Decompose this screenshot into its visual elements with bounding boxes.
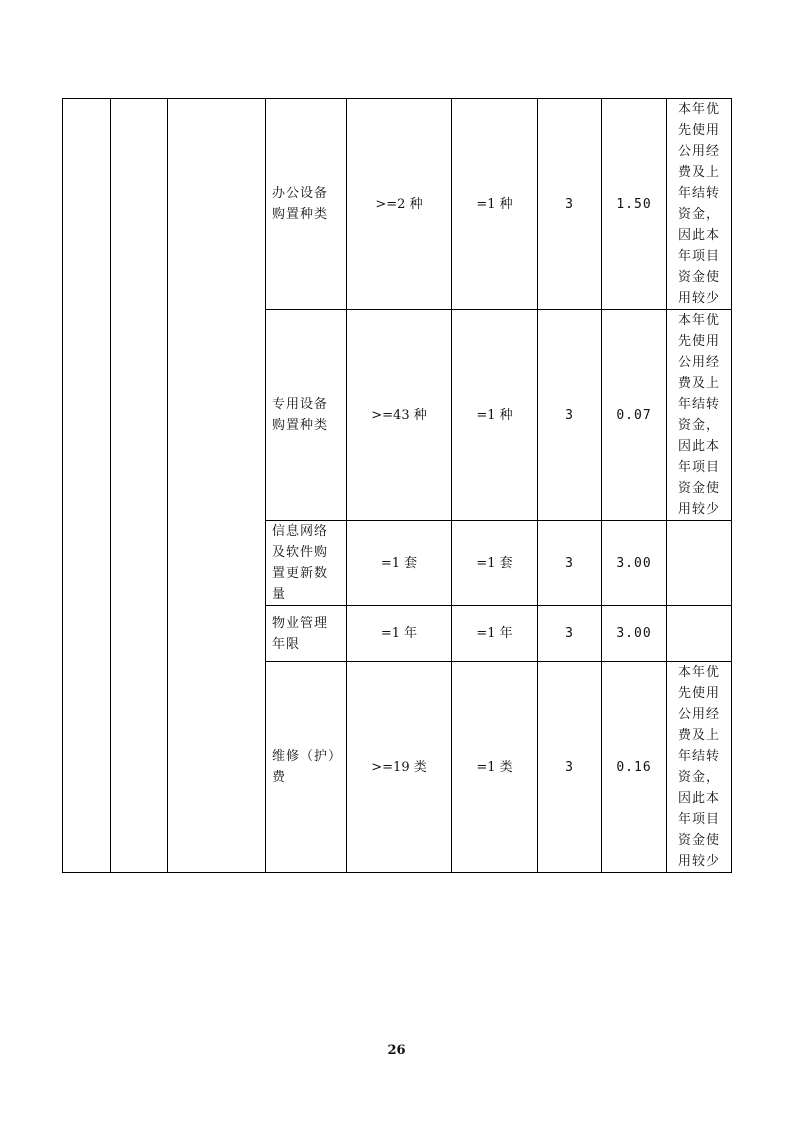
target-value: =1 套 xyxy=(347,521,452,606)
actual-value: =1 套 xyxy=(452,521,538,606)
score-value: 0.16 xyxy=(602,662,667,873)
indicator-name: 物业管理年限 xyxy=(266,606,347,662)
indicator-name: 维修（护）费 xyxy=(266,662,347,873)
score-value: 3.00 xyxy=(602,606,667,662)
merged-category-cell-3 xyxy=(168,99,266,873)
target-value: >=2 种 xyxy=(347,99,452,310)
weight-value: 3 xyxy=(538,662,602,873)
deviation-note xyxy=(667,521,732,606)
performance-table xyxy=(62,98,732,873)
weight-value: 3 xyxy=(538,606,602,662)
score-value: 0.07 xyxy=(602,310,667,521)
target-value: >=43 种 xyxy=(347,310,452,521)
merged-category-cell-1 xyxy=(63,99,111,873)
indicator-name: 专用设备购置种类 xyxy=(266,310,347,521)
target-value: =1 年 xyxy=(347,606,452,662)
weight-value: 3 xyxy=(538,99,602,310)
actual-value: =1 种 xyxy=(452,99,538,310)
deviation-note xyxy=(667,606,732,662)
actual-value: =1 类 xyxy=(452,662,538,873)
indicator-name: 信息网络及软件购置更新数量 xyxy=(266,521,347,606)
target-value: >=19 类 xyxy=(347,662,452,873)
score-value: 3.00 xyxy=(602,521,667,606)
deviation-note: 本年优先使用公用经费及上年结转资金，因此本年项目资金使用较少 xyxy=(667,662,732,873)
deviation-note: 本年优先使用公用经费及上年结转资金，因此本年项目资金使用较少 xyxy=(667,310,732,521)
table-row xyxy=(63,99,732,310)
page-number: 26 xyxy=(387,1043,406,1058)
indicator-name: 办公设备购置种类 xyxy=(266,99,347,310)
actual-value: =1 年 xyxy=(452,606,538,662)
merged-category-cell-2 xyxy=(111,99,168,873)
score-value: 1.50 xyxy=(602,99,667,310)
deviation-note: 本年优先使用公用经费及上年结转资金，因此本年项目资金使用较少 xyxy=(667,99,732,310)
weight-value: 3 xyxy=(538,521,602,606)
weight-value: 3 xyxy=(538,310,602,521)
actual-value: =1 种 xyxy=(452,310,538,521)
